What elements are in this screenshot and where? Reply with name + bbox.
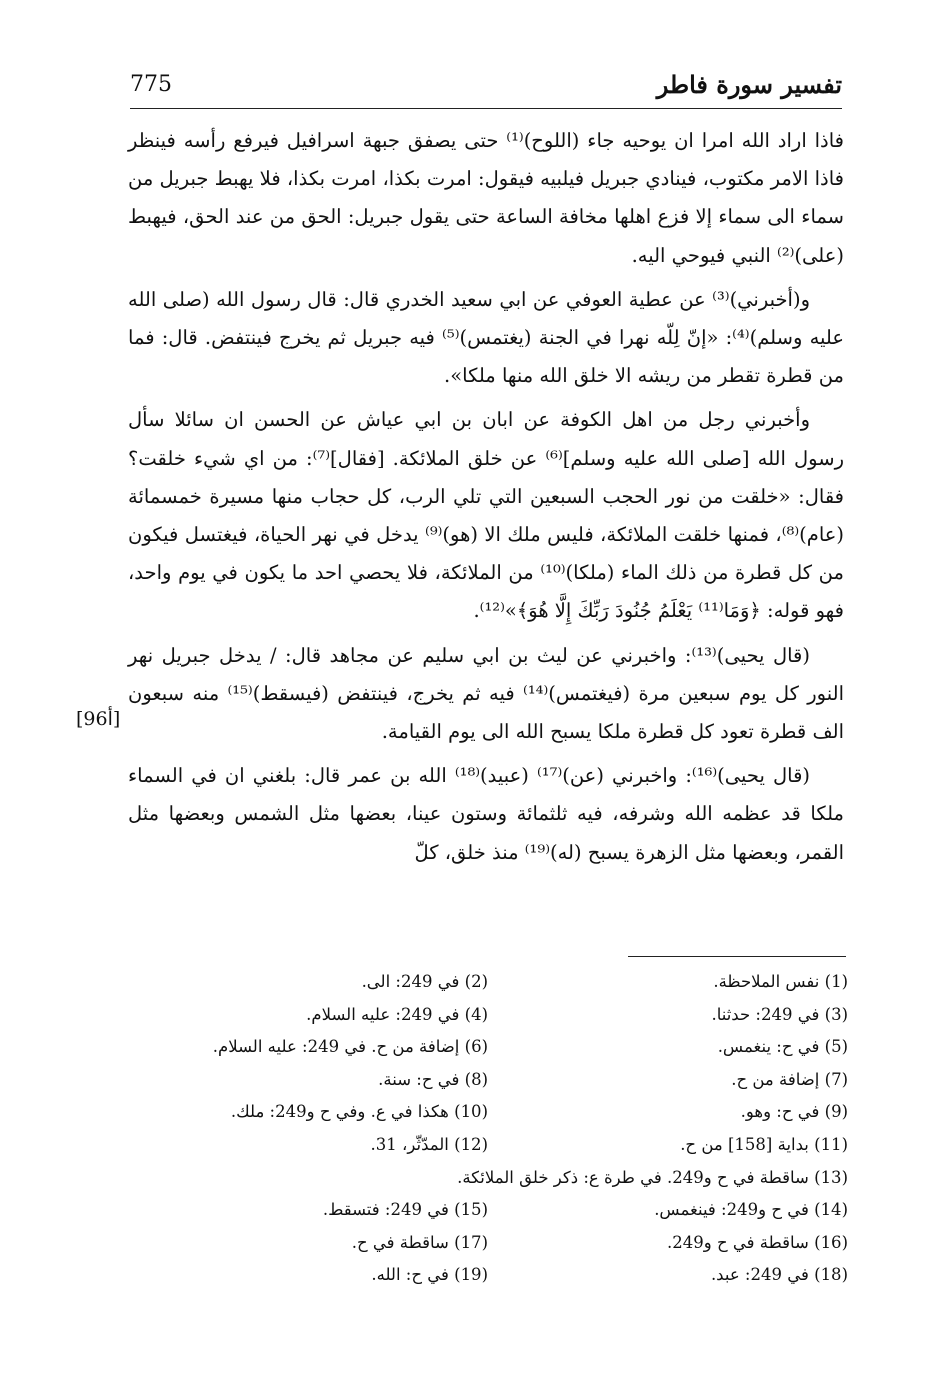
footnote: (2) في 249: الى.: [361, 972, 488, 991]
paragraph: فاذا اراد الله امرا ان يوحيه جاء (اللوح)⁽¹⁾ حتى يصفق جبهة اسرافيل فيرفع رأسه فينظر فاذا الامر مكتوب، فينادي جبريل فيلبيه فيقول: امرت بكذا، امرت بكذا، فلا يهبط جبريل من سماء الى سماء إلا فزع اهلها مخافة الساعة حتى يقول جبريل: الحق من عند الحق، فيهبط (على)⁽²⁾ النبي فيوحي اليه.: [128, 129, 844, 267]
main-text: [128, 122, 844, 878]
footnote: (10) هكذا في ع. وفي ح و249: ملك.: [230, 1102, 488, 1122]
manuscript-folio-marker: [96أ]: [76, 708, 121, 730]
footnote: (17) ساقطة في ح.: [351, 1232, 488, 1252]
running-title: تفسير سورة فاطر: [656, 70, 842, 99]
footnote-row: [128, 1259, 848, 1292]
footnote: (11) بداية [158] من ح.: [680, 1134, 848, 1154]
footnote: (12) المدّثّر، 31.: [370, 1134, 488, 1154]
footnote-row: [128, 1194, 848, 1227]
footnote: (8) في ح: سنة.: [378, 1069, 488, 1089]
footnote: (3) في 249: حدثنا.: [711, 1004, 848, 1024]
page-number: 775: [130, 72, 172, 97]
footnote: (6) إضافة من ح. في 249: عليه السلام.: [212, 1037, 488, 1057]
paragraph: و(أخبرني)⁽³⁾ عن عطية العوفي عن ابي سعيد الخدري قال: قال رسول الله (صلى الله عليه وسلم)⁽⁴⁾: «إنّ لِلّه نهرا في الجنة (يغتمس)⁽⁵⁾ فيه جبريل ثم يخرج فينتفض. قال: فما من قطرة تقطر من ريشه الا خلق الله منها ملكا».: [128, 287, 844, 388]
footnote-row: [128, 1064, 848, 1097]
footnote: (4) في 249: عليه السلام.: [306, 1004, 488, 1024]
paragraph: وأخبرني رجل من اهل الكوفة عن ابان بن ابي عياش عن الحسن ان سائلا سأل رسول الله [صلى الله عليه وسلم]⁽⁶⁾ عن خلق الملائكة. [فقال]⁽⁷⁾: من اي شيء خلقت؟ فقال: «خلقت من نور الحجب السبعين التي تلي الرب، كل حجاب منها مسيرة خمسمائة (عام)⁽⁸⁾، فمنها خلقت الملائكة، فليس ملك الا (هو)⁽⁹⁾ يدخل في نهر الحياة، فيغتسل فيكون من كل قطرة من ذلك الماء (ملكا)⁽¹⁰⁾ من الملائكة، فلا يحصي احد ما يكون في يوم واحد، فهو قوله: ﴿وَمَا⁽¹¹⁾ يَعْلَمُ جُنُودَ رَبِّكَ إِلَّا هُوَ﴾»⁽¹²⁾.: [128, 408, 844, 623]
page-header: [130, 68, 842, 109]
footnote: (16) ساقطة في ح و249.: [667, 1232, 848, 1252]
footnote-row: [128, 1227, 848, 1260]
footnote-row: [128, 966, 848, 999]
footnote-row: [128, 1031, 848, 1064]
paragraph: (قال يحيى)⁽¹³⁾: واخبرني عن ليث بن ابي سليم عن مجاهد قال: / يدخل جبريل نهر النور كل يوم سبعين مرة (فيغتمس)⁽¹⁴⁾ فيه ثم يخرج، فينتفض (فيسقط)⁽¹⁵⁾ منه سبعون الف قطرة تعود كل قطرة ملكا يسبح الله الى يوم القيامة.: [128, 643, 844, 744]
footnote: (1) نفس الملاحظة.: [713, 972, 848, 991]
footnote: (13) ساقطة في ح و249. في طرة ع: ذكر خلق الملائكة.: [457, 1167, 848, 1187]
footnotes: [128, 966, 848, 1292]
footnote-row: [128, 1162, 848, 1195]
footnote-row: [128, 1129, 848, 1162]
footnote: (9) في ح: وهو.: [740, 1102, 848, 1122]
footnote: (5) في ح: ينغمس.: [717, 1037, 848, 1057]
paragraph: (قال يحيى)⁽¹⁶⁾: واخبرني (عن)⁽¹⁷⁾ (عبيد)⁽¹⁸⁾ الله بن عمر قال: بلغني ان في السماء ملكا قد عظمه الله وشرفه، فيه ثلثمائة وستون عينا، بعضها مثل الشمس وبعضها مثل القمر، وبعضها مثل الزهرة يسبح (له)⁽¹⁹⁾ منذ خلق، كلّ: [128, 764, 844, 864]
footnote-separator: [628, 956, 846, 957]
footnote: (15) في 249: فتسقط.: [322, 1200, 488, 1220]
footnote: (14) في ح و249: فينغمس.: [654, 1200, 848, 1220]
footnote: (19) في ح: الله.: [371, 1265, 488, 1285]
footnote: (7) إضافة من ح.: [731, 1069, 848, 1089]
footnote-row: [128, 999, 848, 1032]
footnote: (18) في 249: عبد.: [710, 1265, 848, 1285]
footnote-row: [128, 1096, 848, 1129]
